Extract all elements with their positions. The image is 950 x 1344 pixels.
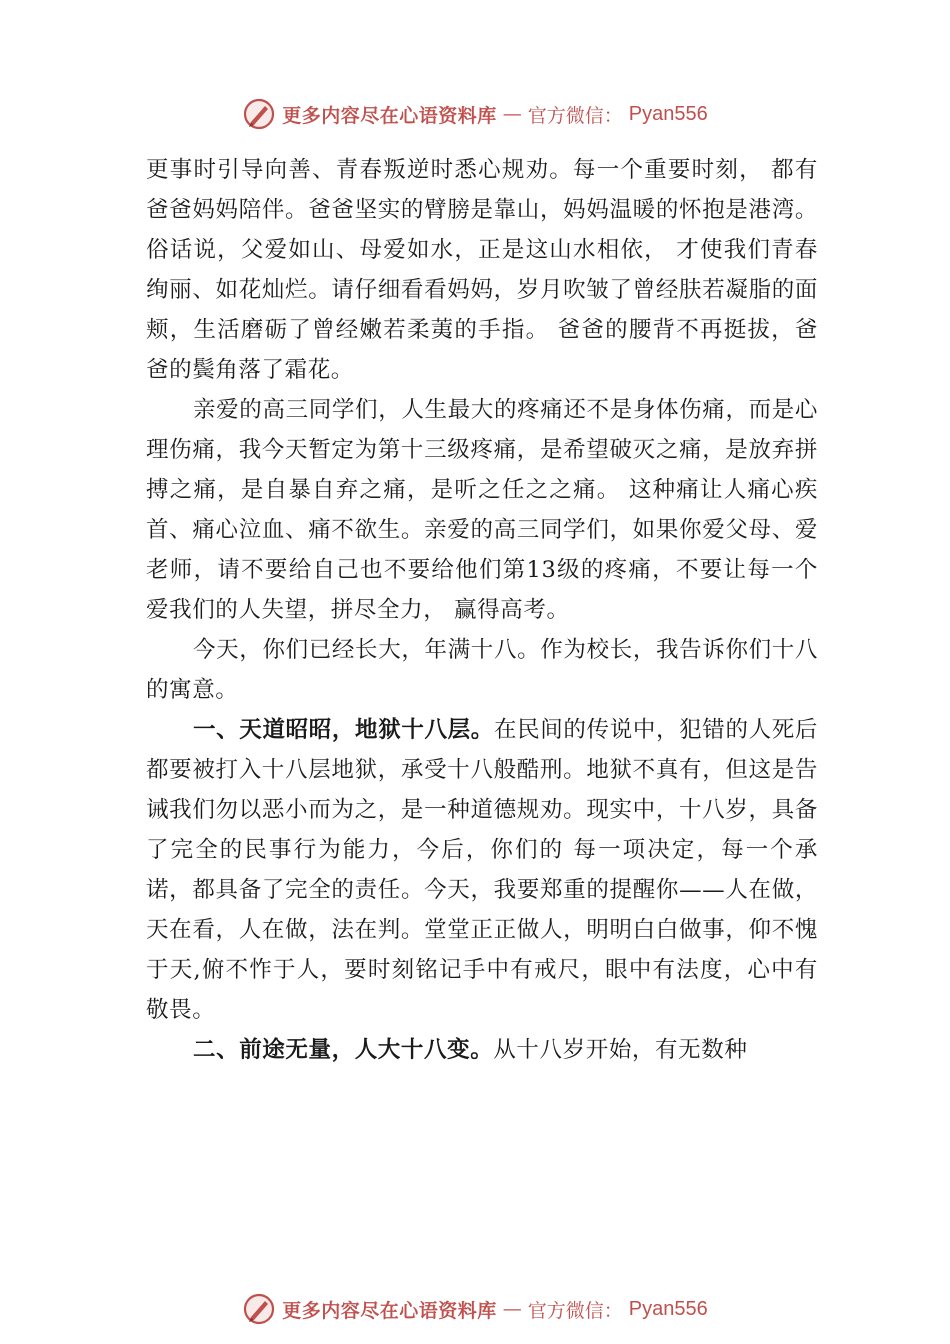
footer-watermark-wechat-label: 官方微信： [527,1299,623,1322]
paragraph-1 [146,150,818,390]
watermark-wechat-label: 官方微信： [527,104,623,127]
paragraph-3-text: 今天，你们已经长大，年满十八。作为校长，我告诉你们十八的寓意。 [146,637,818,703]
footer-watermark-dash: — [502,1298,522,1320]
paragraph-4-heading: 一、天道昭昭，地狱十八层。 [193,717,494,743]
paragraph-4-text: 在民间的传说中，犯错的人死后都要被打入十八层地狱，承受十八般酷刑。地狱不真有，但这是告诫我们勿以恶小而为之，是一种道德规劝。现实中，十八岁，具备了完全的民事行为能力，今后，你们的 每一项决定，每一个承诺，都具备了完全的责任。今天，我要郑重的提醒你——人在做，天在看，人在做，法在判。堂堂正正做人，明明白白做事，仰不愧于天,俯不怍于人，要时刻铭记手中有戒尺，眼中有法度，心中有敬畏。 [146,717,818,1023]
footer-watermark-text: 更多内容尽在心语资料库 [282,1299,497,1322]
watermark-text: 更多内容尽在心语资料库 [282,104,497,127]
paragraph-5-heading: 二、前途无量，人大十八变。 [193,1037,494,1063]
paragraph-4 [146,710,818,1030]
document-body [146,150,818,1070]
watermark-dash: — [502,103,522,125]
footer-watermark [0,1289,950,1329]
paragraph-3 [146,630,818,710]
pen-logo-icon [242,97,276,131]
paragraph-1-text: 更事时引导向善、青春叛逆时悉心规劝。每一个重要时刻， 都有爸爸妈妈陪伴。爸爸坚实的臂膀是靠山，妈妈温暖的怀抱是港湾。俗话说，父爱如山、母爱如水，正是这山水相依， 才使我们青春绚丽、如花灿烂。请仔细看看妈妈，岁月吹皱了曾经肤若凝脂的面颊，生活磨砺了曾经嫩若柔荑的手指。 爸爸的腰背不再挺拔，爸爸的鬓角落了霜花。 [146,157,818,383]
paragraph-5-text: 从十八岁开始，有无数种 [493,1037,748,1063]
footer-watermark-wechat-id: Pyan556 [628,1297,708,1320]
header-watermark [0,94,950,134]
watermark-wechat-id: Pyan556 [628,102,708,125]
paragraph-2 [146,390,818,630]
paragraph-5 [146,1030,818,1070]
paragraph-2-text: 亲爱的高三同学们，人生最大的疼痛还不是身体伤痛，而是心理伤痛，我今天暂定为第十三级疼痛，是希望破灭之痛，是放弃拼搏之痛，是自暴自弃之痛，是听之任之之痛。 这种痛让人痛心疾首、痛心泣血、痛不欲生。亲爱的高三同学们，如果你爱父母、爱老师，请不要给自己也不要给他们第13级的疼痛，不要让每一个爱我们的人失望，拼尽全力， 赢得高考。 [146,397,818,623]
pen-logo-icon [242,1292,276,1326]
